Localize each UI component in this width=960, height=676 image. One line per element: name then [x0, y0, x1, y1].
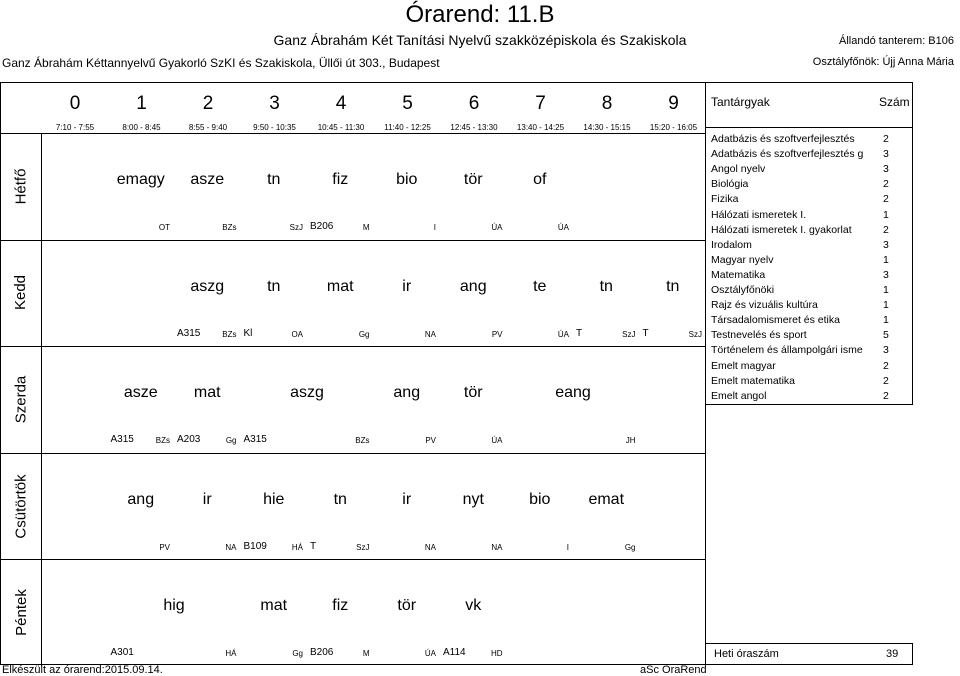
lesson-room: Kl — [243, 327, 253, 339]
lesson-subject[interactable]: mat — [193, 384, 221, 402]
day-label — [1, 453, 41, 560]
lesson-subject[interactable]: fiz — [332, 597, 349, 615]
weekly-hours — [706, 643, 913, 665]
lesson-teacher: HÁ — [225, 649, 237, 659]
subject-count: 1 — [883, 314, 889, 327]
lesson-teacher: BZs — [222, 329, 237, 339]
period-time: 11:40 - 12:25 — [384, 123, 431, 132]
subject-row — [711, 148, 906, 161]
lesson-subject[interactable]: asze — [123, 384, 158, 402]
subject-name: Emelt magyar — [711, 359, 776, 372]
day-divider — [1, 453, 705, 454]
period-number: 2 — [202, 93, 214, 114]
lesson-subject[interactable]: ang — [127, 490, 155, 508]
subject-name: Emelt matematika — [711, 374, 796, 387]
lesson-room: B206 — [310, 647, 334, 659]
subject-count: 3 — [883, 268, 889, 281]
lesson-teacher: M — [362, 649, 370, 659]
lesson-teacher: HD — [490, 649, 503, 659]
subjects-header: Tantárgyak — [711, 95, 770, 109]
period-number: 5 — [402, 93, 413, 114]
subject-name: Hálózati ismeretek I. — [711, 208, 807, 221]
day-name: Kedd — [12, 275, 30, 311]
lesson-teacher: NA — [424, 542, 436, 552]
lesson-subject[interactable]: ir — [402, 277, 412, 295]
weekly-hours-label: Heti óraszám — [714, 648, 779, 660]
subject-count: 3 — [883, 238, 889, 251]
weekly-hours-value: 39 — [886, 648, 899, 660]
lesson-teacher: PV — [491, 329, 503, 339]
period-number: 0 — [69, 93, 81, 114]
lesson-subject[interactable]: tn — [267, 277, 281, 295]
subject-count: 2 — [883, 359, 889, 372]
lesson-room: A114 — [443, 647, 466, 659]
lesson-subject[interactable]: fiz — [332, 171, 349, 188]
subject-row — [711, 239, 906, 252]
day-divider — [1, 559, 705, 560]
day-column-divider — [41, 133, 42, 666]
lesson-teacher: BZs — [222, 223, 237, 232]
page-title: Órarend: 11.B — [405, 1, 555, 28]
school-name: Ganz Ábrahám Két Tanítási Nyelvű szakközépiskola és Szakiskola — [273, 32, 687, 48]
subject-row — [711, 390, 906, 403]
subject-name: Matematika — [711, 268, 766, 281]
subject-count: 1 — [883, 299, 889, 312]
subject-row — [711, 329, 906, 342]
period-time: 7:10 - 7:55 — [55, 123, 95, 132]
lesson-subject[interactable]: tör — [463, 384, 483, 402]
lesson-teacher: NA — [491, 542, 503, 552]
lesson-room: A315 — [243, 434, 267, 446]
lesson-teacher: ÚA — [557, 329, 569, 339]
lesson-subject[interactable]: te — [533, 277, 547, 295]
lesson-subject[interactable]: tn — [333, 490, 347, 508]
subject-row — [711, 178, 906, 191]
lesson-teacher: BZs — [155, 436, 170, 446]
subject-row — [711, 163, 906, 176]
subject-count: 2 — [883, 178, 889, 191]
day-label — [1, 240, 41, 347]
subject-row — [711, 299, 906, 312]
lesson-teacher: SzJ — [289, 223, 303, 232]
lesson-teacher: Gg — [624, 542, 636, 552]
period-number: 4 — [335, 93, 347, 114]
lesson-teacher: SzJ — [688, 329, 702, 339]
subject-name: Történelem és állampolgári isme — [711, 344, 863, 357]
lesson-teacher: HÁ — [291, 542, 303, 552]
homeroom-label: Állandó tanterem: B106 — [839, 35, 954, 47]
subject-count: 2 — [883, 223, 889, 236]
subject-name: Magyar nyelv — [711, 253, 774, 266]
subject-count: 3 — [883, 163, 889, 176]
lesson-teacher: M — [362, 223, 370, 232]
period-time: 12:45 - 13:30 — [450, 123, 498, 132]
subject-row — [711, 254, 906, 267]
period-number: 6 — [468, 93, 480, 114]
subject-name: Angol nyelv — [711, 163, 766, 176]
lesson-subject[interactable]: tör — [397, 597, 417, 615]
day-divider — [1, 346, 705, 347]
lesson-room: A203 — [177, 434, 201, 446]
lesson-subject[interactable]: emagy — [116, 171, 165, 188]
lesson-subject[interactable]: asze — [190, 171, 225, 188]
lesson-subject[interactable]: bio — [396, 171, 418, 188]
lesson-subject[interactable]: vk — [465, 597, 482, 615]
lesson-room: T — [642, 327, 649, 339]
subject-row — [711, 375, 906, 388]
subject-row — [711, 209, 906, 222]
subject-row — [711, 269, 906, 282]
lesson-subject[interactable]: tn — [666, 277, 680, 295]
subject-count: 5 — [883, 329, 889, 342]
lesson-room: B109 — [243, 540, 267, 552]
period-time: 14:30 - 15:15 — [583, 123, 631, 132]
subject-name: Rajz és vizuális kultúra — [711, 299, 818, 312]
lesson-subject[interactable]: ir — [202, 490, 212, 508]
subject-count: 2 — [883, 374, 889, 387]
period-time: 13:40 - 14:25 — [516, 123, 565, 132]
lesson-teacher: ÚA — [557, 223, 569, 232]
count-header: Szám — [879, 95, 910, 109]
day-name: Péntek — [12, 589, 30, 637]
lesson-teacher: JH — [625, 436, 636, 446]
lesson-subject[interactable]: nyt — [462, 490, 484, 508]
lesson-teacher: ÚA — [491, 436, 503, 446]
subject-count: 2 — [883, 133, 889, 145]
subject-name: Biológia — [711, 178, 749, 191]
lesson-teacher: Gg — [358, 329, 370, 339]
subject-name: Fizika — [711, 193, 739, 206]
timetable-grid — [0, 82, 706, 665]
subject-count: 3 — [883, 344, 889, 357]
lesson-teacher: ÚA — [424, 649, 436, 659]
lesson-subject[interactable]: emat — [588, 490, 625, 508]
subject-row — [711, 360, 906, 373]
school-address: Ganz Ábrahám Kéttannyelvű Gyakorló SzKI és Szakiskola, Üllői út 303., Budapest — [2, 56, 440, 70]
lesson-teacher: I — [566, 542, 569, 552]
lesson-subject[interactable]: hie — [263, 490, 285, 508]
period-number: 3 — [269, 93, 280, 114]
subject-row — [711, 344, 906, 357]
subject-name: Társadalomismeret és etika — [711, 314, 840, 327]
lesson-teacher: Gg — [292, 649, 303, 659]
lesson-subject[interactable]: aszg — [190, 277, 225, 295]
lesson-teacher: PV — [425, 436, 436, 446]
subject-name: Hálózati ismeretek I. gyakorlat — [711, 223, 852, 236]
lesson-teacher: OA — [291, 329, 303, 339]
lesson-room: T — [576, 327, 583, 339]
lesson-subject[interactable]: ang — [393, 384, 421, 402]
lesson-teacher: BZs — [355, 436, 370, 446]
lesson-teacher: NA — [225, 542, 237, 552]
subject-name: Testnevelés és sport — [711, 329, 807, 342]
period-time: 8:00 - 8:45 — [122, 123, 161, 132]
lesson-subject[interactable]: ir — [402, 490, 412, 508]
subject-row — [711, 284, 906, 297]
day-name: Csütörtök — [12, 473, 30, 539]
lesson-room: T — [310, 540, 317, 552]
lesson-subject[interactable]: of — [533, 171, 547, 188]
subject-row — [711, 133, 906, 146]
day-name: Szerda — [12, 375, 30, 424]
period-number: 1 — [136, 93, 147, 114]
period-number: 9 — [668, 93, 679, 114]
period-number: 8 — [601, 93, 613, 114]
lesson-teacher: OT — [158, 223, 170, 232]
lesson-teacher: ÚA — [491, 223, 503, 232]
day-label — [1, 346, 41, 453]
lesson-subject[interactable]: aszg — [290, 384, 324, 402]
brand-label: aSc OraRend — [640, 664, 707, 676]
lesson-teacher: I — [433, 223, 436, 232]
subject-count: 1 — [883, 208, 889, 221]
lesson-subject[interactable]: mat — [326, 277, 354, 295]
lesson-subject[interactable]: ang — [459, 277, 487, 295]
period-time: 8:55 - 9:40 — [188, 123, 228, 132]
lesson-subject[interactable]: tör — [463, 171, 483, 188]
lesson-subject[interactable]: tn — [267, 171, 281, 188]
subject-count: 2 — [883, 193, 889, 206]
lesson-room: B206 — [310, 221, 334, 232]
day-label — [1, 133, 41, 240]
lesson-teacher: SzJ — [622, 329, 636, 339]
period-time: 10:45 - 11:30 — [317, 123, 365, 132]
subject-row — [711, 193, 906, 206]
subject-name: Osztályfőnöki — [711, 284, 775, 296]
subject-count: 1 — [883, 253, 889, 266]
subject-count: 3 — [883, 148, 889, 161]
period-time: 9:50 - 10:35 — [253, 123, 296, 132]
lesson-teacher: SzJ — [356, 542, 370, 552]
subject-row — [711, 224, 906, 237]
lesson-teacher: PV — [159, 542, 170, 552]
lesson-room: A315 — [110, 434, 134, 446]
lesson-subject[interactable]: eang — [555, 384, 591, 402]
header-divider — [1, 133, 705, 134]
subject-name: Adatbázis és szoftverfejlesztés g — [711, 148, 864, 161]
subject-count: 1 — [883, 284, 889, 296]
period-time: 15:20 - 16:05 — [649, 123, 698, 132]
subject-name: Irodalom — [711, 238, 752, 251]
day-divider — [1, 240, 705, 241]
subject-name: Adatbázis és szoftverfejlesztés — [711, 133, 855, 145]
lesson-room: A315 — [177, 327, 201, 339]
period-number: 7 — [535, 93, 546, 114]
lesson-subject[interactable]: hig — [163, 597, 185, 615]
lesson-subject[interactable]: mat — [260, 597, 288, 615]
day-label — [1, 559, 41, 666]
day-name: Hétfő — [12, 168, 30, 205]
subject-name: Emelt angol — [711, 389, 767, 402]
lesson-subject[interactable]: bio — [529, 490, 551, 508]
class-teacher: Osztályfőnök: Újj Anna Mária — [812, 56, 954, 68]
lesson-room: A301 — [110, 647, 134, 659]
lesson-subject[interactable]: tn — [599, 277, 613, 295]
lesson-teacher: NA — [424, 329, 436, 339]
created-date: Elkészült az órarend:2015.09.14. — [2, 664, 163, 676]
subjects-panel — [706, 82, 913, 405]
subject-row — [711, 314, 906, 327]
lesson-teacher: Gg — [225, 436, 237, 446]
subject-count: 2 — [883, 389, 889, 402]
